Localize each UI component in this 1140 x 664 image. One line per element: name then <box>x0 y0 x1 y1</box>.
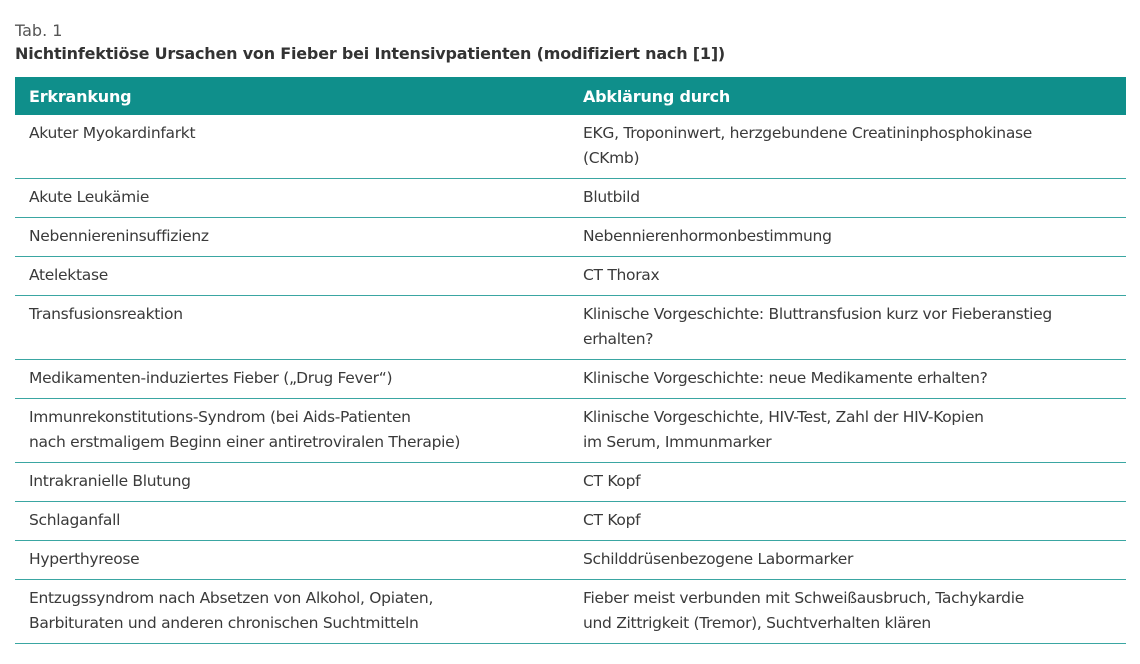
cell-text-line: nach erstmaligem Beginn einer antiretroviralen Therapie) <box>29 433 461 451</box>
cell-text-line: Fieber meist verbunden mit Schweißausbruch, Tachykardie <box>583 589 1024 607</box>
cell-clarification <box>571 257 1126 296</box>
cell-condition <box>15 541 571 580</box>
column-header-condition: Erkrankung <box>15 77 571 115</box>
cell-condition <box>15 115 571 179</box>
cell-text-line: Atelektase <box>29 266 108 284</box>
table-row <box>15 179 1126 218</box>
cell-condition <box>15 296 571 360</box>
cell-clarification <box>571 399 1126 463</box>
cell-text-line: Klinische Vorgeschichte: Bluttransfusion kurz vor Fieberanstieg <box>583 305 1052 323</box>
cell-text-line: Nebenniereninsuffizienz <box>29 227 209 245</box>
causes-table <box>15 77 1126 644</box>
cell-condition <box>15 179 571 218</box>
table-row <box>15 115 1126 179</box>
table-number-label: Tab. 1 <box>15 21 63 40</box>
table-header <box>15 77 1126 115</box>
cell-text-line: Schilddrüsenbezogene Labormarker <box>583 550 854 568</box>
cell-condition <box>15 399 571 463</box>
cell-text-line: Nebennierenhormonbestimmung <box>583 227 832 245</box>
document <box>15 21 1126 644</box>
cell-text-line: Entzugssyndrom nach Absetzen von Alkohol, Opiaten, <box>29 589 434 607</box>
cell-text-line: CT Kopf <box>583 472 641 490</box>
cell-text-line: CT Thorax <box>583 266 660 284</box>
cell-clarification <box>571 541 1126 580</box>
cell-condition <box>15 360 571 399</box>
table-title: Nichtinfektiöse Ursachen von Fieber bei Intensivpatienten (modifiziert nach [1]) <box>15 44 726 63</box>
cell-text-line: Akuter Myokardinfarkt <box>29 124 196 142</box>
cell-condition <box>15 502 571 541</box>
table-header-row <box>15 77 1126 115</box>
table-row <box>15 257 1126 296</box>
cell-text-line: Hyperthyreose <box>29 550 140 568</box>
cell-condition <box>15 580 571 644</box>
cell-text-line: Klinische Vorgeschichte: neue Medikamente erhalten? <box>583 369 988 387</box>
cell-text-line: Klinische Vorgeschichte, HIV-Test, Zahl der HIV-Kopien <box>583 408 984 426</box>
cell-text-line: Schlaganfall <box>29 511 121 529</box>
cell-condition <box>15 257 571 296</box>
cell-condition <box>15 463 571 502</box>
cell-text-line: EKG, Troponinwert, herzgebundene Creatininphosphokinase <box>583 124 1033 142</box>
table-row <box>15 218 1126 257</box>
table-row <box>15 541 1126 580</box>
cell-clarification <box>571 360 1126 399</box>
table-row <box>15 360 1126 399</box>
cell-clarification <box>571 296 1126 360</box>
table-row <box>15 580 1126 644</box>
cell-text-line: Intrakranielle Blutung <box>29 472 191 490</box>
cell-clarification <box>571 115 1126 179</box>
column-header-clarification: Abklärung durch <box>571 77 1126 115</box>
cell-text-line: Blutbild <box>583 188 640 206</box>
table-row <box>15 296 1126 360</box>
cell-text-line: CT Kopf <box>583 511 641 529</box>
cell-clarification <box>571 580 1126 644</box>
cell-text-line: (CKmb) <box>583 149 640 167</box>
cell-condition <box>15 218 571 257</box>
cell-clarification <box>571 218 1126 257</box>
cell-text-line: Barbituraten und anderen chronischen Suchtmitteln <box>29 614 419 632</box>
table-row <box>15 399 1126 463</box>
cell-text-line: im Serum, Immunmarker <box>583 433 772 451</box>
table-row <box>15 463 1126 502</box>
cell-text-line: Akute Leukämie <box>29 188 150 206</box>
cell-clarification <box>571 502 1126 541</box>
cell-clarification <box>571 179 1126 218</box>
table-body <box>15 115 1126 644</box>
table-row <box>15 502 1126 541</box>
cell-clarification <box>571 463 1126 502</box>
cell-text-line: und Zittrigkeit (Tremor), Suchtverhalten klären <box>583 614 931 632</box>
cell-text-line: Medikamenten-induziertes Fieber („Drug Fever“) <box>29 369 393 387</box>
cell-text-line: Immunrekonstitutions-Syndrom (bei Aids-Patienten <box>29 408 411 426</box>
cell-text-line: Transfusionsreaktion <box>29 305 183 323</box>
cell-text-line: erhalten? <box>583 330 654 348</box>
